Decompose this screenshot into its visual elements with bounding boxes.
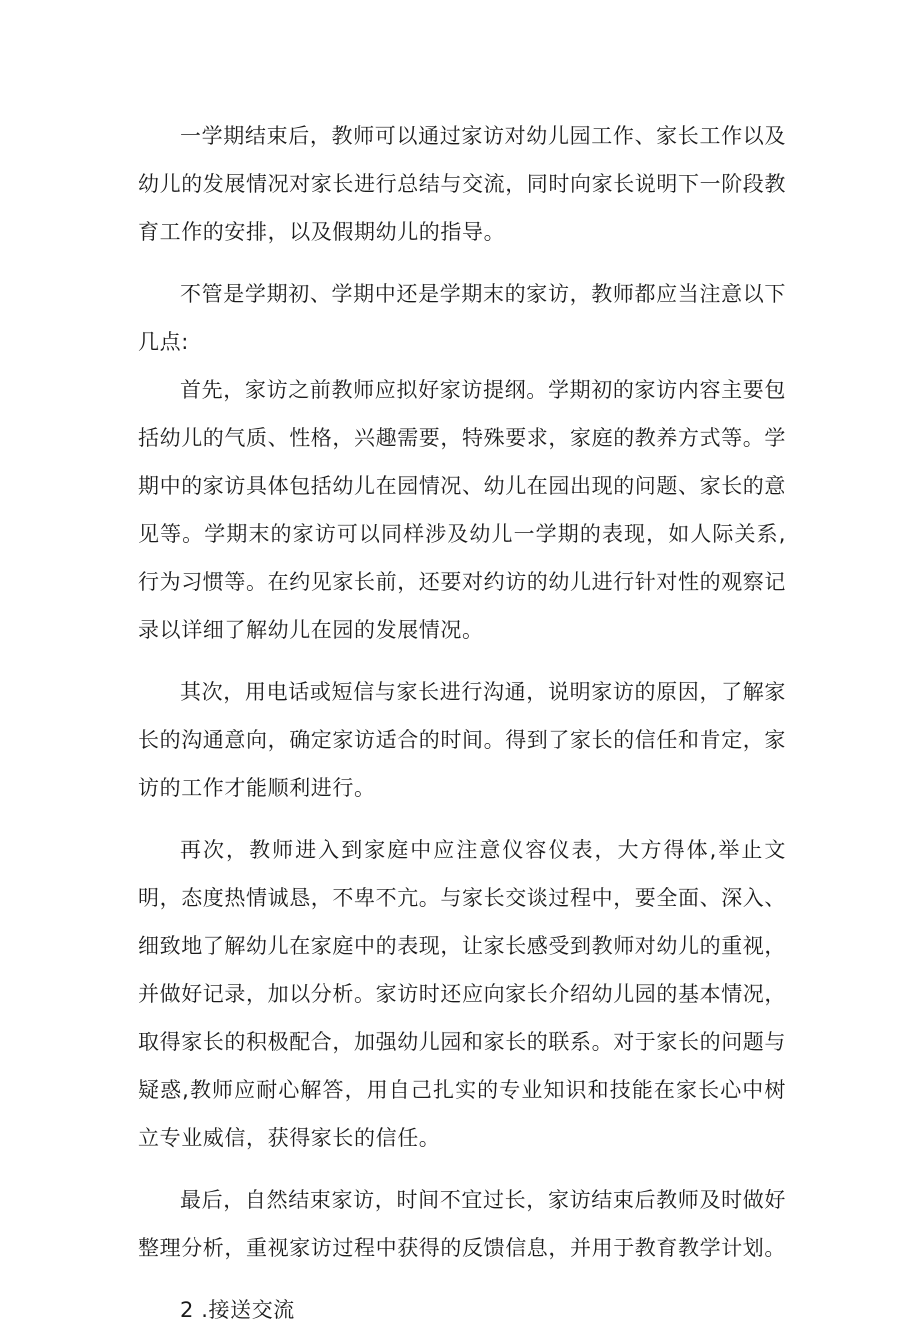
paragraph-points-intro: 不管是学期初、学期中还是学期末的家访，教师都应当注意以下几点: (138, 282, 786, 354)
paragraph-third-point: 再次，教师进入到家庭中应注意仪容仪表，大方得体,举止文明，态度热情诚恳，不卑不亢。与家长交谈过程中，要全面、深入、细致地了解幼儿在家庭中的表现，让家长感受到教师对幼儿的重视，并做好记录，加以分析。家访时还应向家长介绍幼儿园的基本情况，取得家长的积极配合，加强幼儿园和家长的联系。对于家长的问题与疑惑,教师应耐心解答，用自己扎实的专业知识和技能在家长心中树立专业威信，获得家长的信任。 (138, 838, 786, 1150)
paragraph-second-point: 其次，用电话或短信与家长进行沟通，说明家访的原因，了解家长的沟通意向，确定家访适合的时间。得到了家长的信任和肯定，家访的工作才能顺利进行。 (138, 680, 786, 800)
section-heading: 2 .接送交流 (180, 1298, 295, 1322)
document-body (138, 112, 786, 1334)
paragraph-semester-end-visit: 一学期结束后，教师可以通过家访对幼儿园工作、家长工作以及幼儿的发展情况对家长进行总结与交流，同时向家长说明下一阶段教育工作的安排，以及假期幼儿的指导。 (138, 124, 786, 244)
paragraph-first-point: 首先，家访之前教师应拟好家访提纲。学期初的家访内容主要包括幼儿的气质、性格，兴趣需要，特殊要求，家庭的教养方式等。学期中的家访具体包括幼儿在园情况、幼儿在园出现的问题、家长的意见等。学期末的家访可以同样涉及幼儿一学期的表现，如人际关系,行为习惯等。在约见家长前，还要对约访的幼儿进行针对性的观察记录以详细了解幼儿在园的发展情况。 (138, 378, 786, 642)
paragraph-final-point: 最后，自然结束家访，时间不宜过长，家访结束后教师及时做好整理分析，重视家访过程中获得的反馈信息，并用于教育教学计划。 (138, 1188, 786, 1260)
